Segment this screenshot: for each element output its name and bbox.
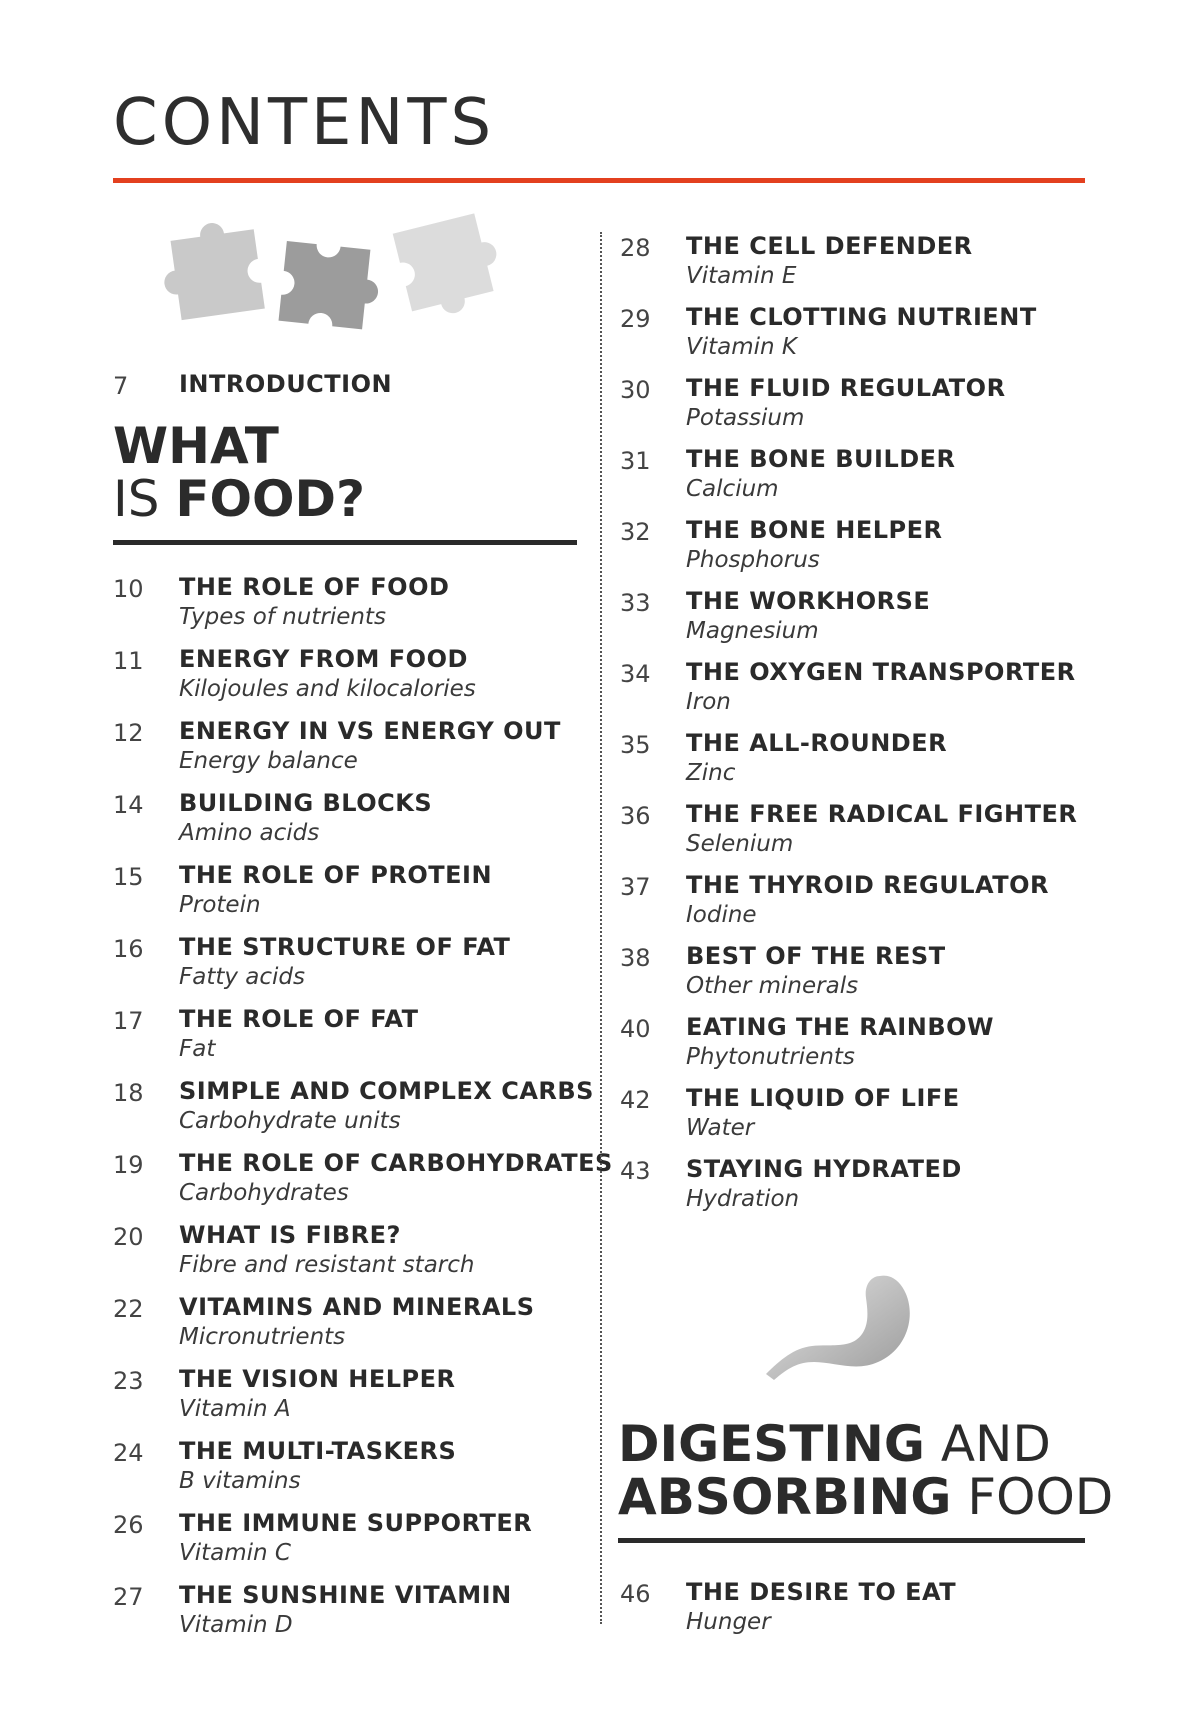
toc-subheading: Fat — [179, 1036, 216, 1062]
toc-heading: ENERGY IN VS ENERGY OUT — [179, 717, 561, 745]
title-rule — [113, 178, 1085, 183]
toc-page-number: 32 — [620, 518, 651, 546]
toc-heading: BEST OF THE REST — [686, 942, 946, 970]
toc-page-number: 37 — [620, 873, 651, 901]
toc-heading: THE VISION HELPER — [179, 1365, 456, 1393]
toc-subheading: Water — [686, 1115, 755, 1141]
toc-page-number: 15 — [113, 863, 144, 891]
toc-subheading: Selenium — [686, 831, 794, 857]
toc-subheading: Carbohydrate units — [179, 1108, 401, 1134]
toc-heading: ENERGY FROM FOOD — [179, 645, 468, 673]
toc-heading: THE SUNSHINE VITAMIN — [179, 1581, 512, 1609]
toc-heading: THE STRUCTURE OF FAT — [179, 933, 511, 961]
toc-page-number: 23 — [113, 1367, 144, 1395]
toc-page-number: 38 — [620, 944, 651, 972]
toc-heading: THE BONE HELPER — [686, 516, 943, 544]
toc-subheading: Vitamin D — [179, 1612, 293, 1638]
puzzle-pieces-icon — [160, 205, 520, 345]
toc-subheading: Vitamin K — [686, 334, 798, 360]
toc-page-number: 16 — [113, 935, 144, 963]
toc-page-number: 40 — [620, 1015, 651, 1043]
column-divider — [600, 232, 602, 1624]
toc-page-number: 29 — [620, 305, 651, 333]
toc-subheading: Potassium — [686, 405, 805, 431]
section-rule — [113, 540, 577, 545]
toc-subheading: Vitamin A — [179, 1396, 291, 1422]
toc-subheading: Fatty acids — [179, 964, 305, 990]
toc-subheading: Hydration — [686, 1186, 800, 1212]
toc-page-number: 33 — [620, 589, 651, 617]
toc-page-number: 42 — [620, 1086, 651, 1114]
toc-heading: THE FREE RADICAL FIGHTER — [686, 800, 1078, 828]
toc-page-number: 14 — [113, 791, 144, 819]
toc-page-number: 7 — [113, 372, 129, 400]
toc-heading: THE OXYGEN TRANSPORTER — [686, 658, 1076, 686]
toc-subheading: Protein — [179, 892, 261, 918]
toc-subheading: Kilojoules and kilocalories — [179, 676, 476, 702]
toc-page-number: 27 — [113, 1583, 144, 1611]
toc-heading: THE CELL DEFENDER — [686, 232, 973, 260]
toc-subheading: Vitamin E — [686, 263, 797, 289]
toc-heading: THE FLUID REGULATOR — [686, 374, 1006, 402]
puzzle-piece-icon — [279, 241, 383, 331]
toc-heading: THE ROLE OF PROTEIN — [179, 861, 493, 889]
toc-heading: THE MULTI-TASKERS — [179, 1437, 457, 1465]
toc-heading: THE ALL-ROUNDER — [686, 729, 948, 757]
toc-subheading: Amino acids — [179, 820, 320, 846]
toc-heading: INTRODUCTION — [179, 370, 393, 398]
toc-heading: THE DESIRE TO EAT — [686, 1578, 957, 1606]
toc-page-number: 30 — [620, 376, 651, 404]
toc-heading: WHAT IS FIBRE? — [179, 1221, 401, 1249]
toc-heading: STAYING HYDRATED — [686, 1155, 962, 1183]
toc-heading: VITAMINS AND MINERALS — [179, 1293, 535, 1321]
toc-heading: EATING THE RAINBOW — [686, 1013, 994, 1041]
toc-heading: THE BONE BUILDER — [686, 445, 956, 473]
toc-page-number: 26 — [113, 1511, 144, 1539]
toc-subheading: Energy balance — [179, 748, 358, 774]
toc-subheading: Phosphorus — [686, 547, 820, 573]
toc-heading: THE ROLE OF CARBOHYDRATES — [179, 1149, 613, 1177]
toc-page-number: 35 — [620, 731, 651, 759]
toc-subheading: Iodine — [686, 902, 757, 928]
toc-page-number: 34 — [620, 660, 651, 688]
toc-heading: THE CLOTTING NUTRIENT — [686, 303, 1037, 331]
toc-heading: THE ROLE OF FOOD — [179, 573, 450, 601]
toc-page-number: 18 — [113, 1079, 144, 1107]
section-heading-what-is-food: WHAT IS FOOD? — [113, 417, 366, 528]
toc-subheading: Carbohydrates — [179, 1180, 349, 1206]
toc-page-number: 11 — [113, 647, 144, 675]
toc-subheading: Fibre and resistant starch — [179, 1252, 475, 1278]
toc-page-number: 31 — [620, 447, 651, 475]
toc-subheading: Iron — [686, 689, 731, 715]
toc-page-number: 10 — [113, 575, 144, 603]
puzzle-piece-icon — [393, 210, 508, 322]
toc-page-number: 19 — [113, 1151, 144, 1179]
toc-subheading: Vitamin C — [179, 1540, 291, 1566]
toc-subheading: Other minerals — [686, 973, 859, 999]
toc-page-number: 22 — [113, 1295, 144, 1323]
toc-page-number: 36 — [620, 802, 651, 830]
toc-subheading: B vitamins — [179, 1468, 301, 1494]
toc-page-number: 12 — [113, 719, 144, 747]
toc-subheading: Types of nutrients — [179, 604, 386, 630]
toc-subheading: Magnesium — [686, 618, 819, 644]
toc-subheading: Phytonutrients — [686, 1044, 855, 1070]
toc-heading: SIMPLE AND COMPLEX CARBS — [179, 1077, 594, 1105]
toc-page-number: 28 — [620, 234, 651, 262]
toc-subheading: Zinc — [686, 760, 736, 786]
page-title: CONTENTS — [113, 86, 496, 160]
toc-heading: THE IMMUNE SUPPORTER — [179, 1509, 533, 1537]
section-heading-digesting-and-absorbing-food: DIGESTING AND ABSORBING FOOD — [618, 1415, 1114, 1526]
stomach-icon — [760, 1270, 920, 1390]
toc-page-number: 24 — [113, 1439, 144, 1467]
toc-subheading: Calcium — [686, 476, 779, 502]
puzzle-piece-icon — [160, 217, 265, 321]
toc-page-number: 43 — [620, 1157, 651, 1185]
toc-heading: THE LIQUID OF LIFE — [686, 1084, 960, 1112]
toc-heading: BUILDING BLOCKS — [179, 789, 433, 817]
toc-page-number: 20 — [113, 1223, 144, 1251]
toc-subheading: Micronutrients — [179, 1324, 346, 1350]
section-rule — [618, 1538, 1085, 1543]
toc-heading: THE WORKHORSE — [686, 587, 931, 615]
toc-heading: THE THYROID REGULATOR — [686, 871, 1049, 899]
toc-page-number: 46 — [620, 1580, 651, 1608]
toc-page-number: 17 — [113, 1007, 144, 1035]
toc-subheading: Hunger — [686, 1609, 771, 1635]
toc-heading: THE ROLE OF FAT — [179, 1005, 419, 1033]
